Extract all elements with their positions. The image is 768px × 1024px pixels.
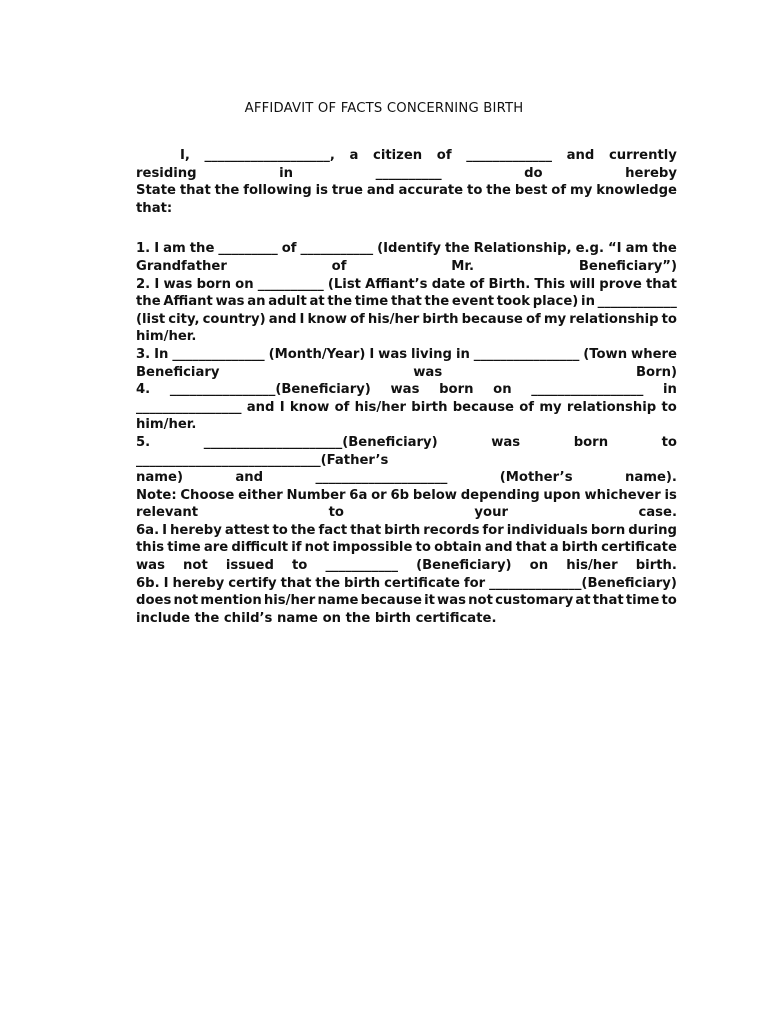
word: __________ [375, 165, 442, 181]
word: the [327, 294, 353, 310]
word: I, [180, 148, 190, 163]
word: ________________ [136, 399, 242, 415]
word: and [366, 183, 395, 199]
word: his/her [354, 399, 407, 415]
word: I [154, 241, 160, 257]
word: I [279, 399, 285, 415]
word: was [378, 346, 408, 362]
word: birth [422, 311, 459, 327]
word: of [281, 241, 297, 257]
word: the [652, 241, 677, 257]
word: the [189, 241, 215, 257]
word: hereby [625, 165, 677, 181]
word: ___________ [300, 241, 374, 257]
word: 1. [136, 241, 151, 257]
word: that: [136, 200, 173, 216]
word: not [468, 593, 493, 609]
word: place) [532, 294, 579, 310]
word: difficult [231, 540, 289, 556]
word: relationship [566, 399, 657, 415]
word: attest [224, 522, 270, 538]
word: that [515, 540, 547, 556]
text-line [136, 575, 677, 593]
word: to [661, 434, 677, 450]
word: that [350, 522, 382, 538]
text-line [136, 346, 677, 364]
text-line [136, 557, 677, 575]
word: Affiant [163, 294, 213, 310]
text-line [136, 200, 677, 218]
word: individuals [506, 522, 588, 538]
word: impossible [332, 540, 413, 556]
word: (Identify [377, 241, 441, 257]
word: birth [384, 522, 421, 538]
word: best [514, 183, 548, 199]
word: was [437, 593, 466, 609]
word: the [424, 294, 450, 310]
word: him/her. [136, 329, 197, 345]
word: knowledge [596, 183, 677, 199]
document-title: AFFIDAVIT OF FACTS CONCERNING BIRTH [244, 101, 524, 116]
word: birth [374, 610, 416, 626]
word: in [279, 165, 294, 181]
text-line [136, 452, 677, 470]
word: will [569, 276, 596, 292]
word: (Beneficiary) [416, 558, 512, 574]
word: I [162, 522, 168, 538]
word: _____________ [466, 148, 552, 163]
word: him/her. [136, 417, 197, 433]
word: 4. [136, 382, 151, 398]
word: am [163, 241, 186, 257]
word: whichever [584, 487, 661, 503]
word: his/her [566, 558, 618, 574]
word: on [235, 276, 254, 292]
word: this [136, 540, 165, 556]
word: that [179, 183, 211, 199]
word: e.g. [575, 241, 604, 257]
word: 6a [349, 487, 368, 503]
word: does [136, 593, 172, 609]
word: the [486, 183, 511, 199]
text-line [136, 469, 677, 487]
word: his/her [263, 593, 316, 609]
word: of [334, 399, 350, 415]
word: (Town [583, 346, 628, 362]
word: that [592, 593, 624, 609]
word: This [534, 276, 566, 292]
word: ___________ [325, 558, 398, 574]
word: certificate. [415, 610, 497, 626]
word: a [549, 540, 559, 556]
text-line [136, 522, 677, 540]
word: if [291, 540, 302, 556]
word: ________________ [473, 346, 580, 362]
word: born [573, 434, 609, 450]
word: time [625, 593, 660, 609]
word: _________________ [531, 382, 644, 398]
text-line [136, 311, 677, 329]
text-line [136, 328, 677, 346]
word: name [317, 593, 359, 609]
word: the [345, 610, 375, 626]
word: child’s [223, 610, 277, 626]
text-line [136, 165, 677, 183]
text-line [136, 258, 677, 276]
word: took [496, 294, 530, 310]
word: of [350, 311, 365, 327]
word: your [474, 505, 508, 521]
word: and [566, 148, 595, 163]
word: to [661, 399, 677, 415]
word: I [369, 346, 375, 362]
word: was [215, 294, 245, 310]
word: Grandfather [136, 258, 227, 274]
word: in [581, 294, 595, 310]
word: Relationship, [473, 241, 572, 257]
word: prove [599, 276, 642, 292]
paragraph-gap [136, 217, 677, 240]
word: and [268, 311, 297, 327]
word: a [349, 148, 359, 163]
word: date [431, 276, 466, 292]
word: am [625, 241, 649, 257]
word: relationship [569, 311, 659, 327]
word: true [331, 183, 363, 199]
word: not [304, 540, 330, 556]
word: and [235, 470, 264, 486]
word: born [439, 382, 474, 398]
word: the [444, 241, 470, 257]
word: I [163, 575, 169, 591]
word: 6b. [136, 575, 160, 591]
word: Number [286, 487, 346, 503]
word: _____________________(Beneficiary) [203, 434, 438, 450]
word: certify [228, 575, 277, 591]
word: 5. [136, 434, 151, 450]
word: fact [318, 522, 348, 538]
word: know [289, 399, 330, 415]
word: his/her [367, 311, 420, 327]
word: hereby [170, 522, 222, 538]
word: that [645, 276, 677, 292]
word: was [390, 382, 420, 398]
word: of [469, 276, 485, 292]
word: in [455, 346, 470, 362]
text-line [136, 610, 677, 628]
word: ______________(Beneficiary) [489, 575, 677, 591]
word: (Mother’s [499, 470, 573, 486]
word: for [482, 522, 504, 538]
word: and [484, 540, 513, 556]
text-line [136, 182, 677, 200]
word: Beneficiary [136, 364, 220, 380]
word: was [136, 558, 165, 574]
word: my [570, 183, 593, 199]
word: birth [344, 575, 381, 591]
word: “I [608, 241, 622, 257]
text-line [136, 240, 677, 258]
word: time [354, 294, 389, 310]
word: name). [624, 470, 677, 486]
text-line [136, 147, 677, 165]
word: records [423, 522, 480, 538]
word: birth [411, 399, 448, 415]
word: it [424, 593, 435, 609]
word: ______________ [172, 346, 265, 362]
word: to [272, 522, 288, 538]
word: or [371, 487, 387, 503]
word: event [451, 294, 495, 310]
word: not [183, 558, 208, 574]
text-line [136, 434, 677, 452]
text-line [136, 504, 677, 522]
word: issued [225, 558, 274, 574]
word: know [307, 311, 347, 327]
text-line [136, 592, 677, 610]
word: name) [136, 470, 183, 486]
word: case. [638, 505, 677, 521]
word: an [247, 294, 266, 310]
word: hereby [172, 575, 225, 591]
word: obtain [434, 540, 482, 556]
word: the [194, 610, 224, 626]
word: to [415, 540, 431, 556]
word: of [525, 311, 541, 327]
word: (Month/Year) [268, 346, 366, 362]
text-line [136, 416, 677, 434]
word: birth. [635, 558, 677, 574]
word: on [493, 382, 512, 398]
word: ___________________, [204, 148, 335, 163]
word: in [663, 382, 677, 398]
word: include [136, 610, 195, 626]
word: currently [608, 148, 677, 163]
text-line [136, 539, 677, 557]
word: the [214, 183, 240, 199]
word: during [628, 522, 677, 538]
word: Birth. [488, 276, 531, 292]
document-body [136, 147, 677, 627]
text-line [136, 487, 677, 505]
word: was [413, 364, 443, 380]
intro-paragraph [136, 147, 677, 217]
word: 2. [136, 276, 151, 292]
word: my [543, 311, 567, 327]
text-line [136, 364, 677, 382]
word: at [309, 294, 325, 310]
word: name [277, 610, 323, 626]
word: following [243, 183, 312, 199]
word: born [590, 522, 626, 538]
word: and [246, 399, 275, 415]
word: residing [136, 165, 197, 181]
word: city, [168, 311, 200, 327]
word: living [411, 346, 453, 362]
word: ____________________ [315, 470, 448, 486]
word: on [529, 558, 549, 574]
word: relevant [136, 505, 199, 521]
word: depending [460, 487, 540, 503]
word: was [491, 434, 521, 450]
word: 3. [136, 346, 151, 362]
word: of [331, 258, 347, 274]
word: __________ [257, 276, 324, 292]
word: do [524, 165, 543, 181]
text-line [136, 399, 677, 417]
word: either [238, 487, 283, 503]
word: to [661, 311, 677, 327]
word: because [360, 593, 422, 609]
word: to [661, 593, 677, 609]
text-line [136, 293, 677, 311]
word: my [539, 399, 562, 415]
word: of [551, 183, 567, 199]
word: are [203, 540, 229, 556]
word: on [322, 610, 346, 626]
word: country) [202, 311, 266, 327]
word: 6b [390, 487, 410, 503]
word: certificate [601, 540, 677, 556]
word: because [461, 311, 523, 327]
word: mention [200, 593, 262, 609]
word: customary [495, 593, 574, 609]
word: at [575, 593, 591, 609]
word: the [315, 575, 341, 591]
word: _________ [218, 241, 278, 257]
word: not [173, 593, 199, 609]
word: time [167, 540, 201, 556]
word: of [436, 148, 452, 163]
word: that [390, 294, 422, 310]
word: below [412, 487, 457, 503]
word: that [280, 575, 312, 591]
word: State [136, 183, 176, 199]
word: the [136, 294, 161, 310]
word: where [631, 346, 677, 362]
word: (list [136, 311, 166, 327]
word: to [291, 558, 308, 574]
word: Born) [635, 364, 677, 380]
word: to [467, 183, 483, 199]
word: I [154, 276, 160, 292]
word: In [154, 346, 169, 362]
word: because [452, 399, 514, 415]
word: Mr. [451, 258, 475, 274]
word: ____________ [597, 294, 677, 310]
word: citizen [373, 148, 423, 163]
word: 6a. [136, 522, 160, 538]
word: upon [543, 487, 581, 503]
word: I [299, 311, 305, 327]
text-line [136, 381, 677, 399]
word: accurate [398, 183, 464, 199]
word: the [290, 522, 316, 538]
word: ________________(Beneficiary) [169, 382, 371, 398]
word: (List [327, 276, 361, 292]
word: for [463, 575, 486, 591]
word: birth [561, 540, 598, 556]
word: to [328, 505, 344, 521]
numbered-items [136, 240, 677, 627]
word: Choose [180, 487, 235, 503]
word: born [196, 276, 231, 292]
word: is [315, 183, 328, 199]
word: Note: [136, 487, 177, 503]
word: certificate [384, 575, 460, 591]
text-line [136, 276, 677, 294]
word: ____________________________(Father’s [136, 452, 389, 468]
word: Affiant’s [365, 276, 428, 292]
word: adult [268, 294, 307, 310]
word: of [519, 399, 535, 415]
word: Beneficiary”) [578, 258, 677, 274]
word: was [163, 276, 193, 292]
word: is [664, 487, 677, 503]
